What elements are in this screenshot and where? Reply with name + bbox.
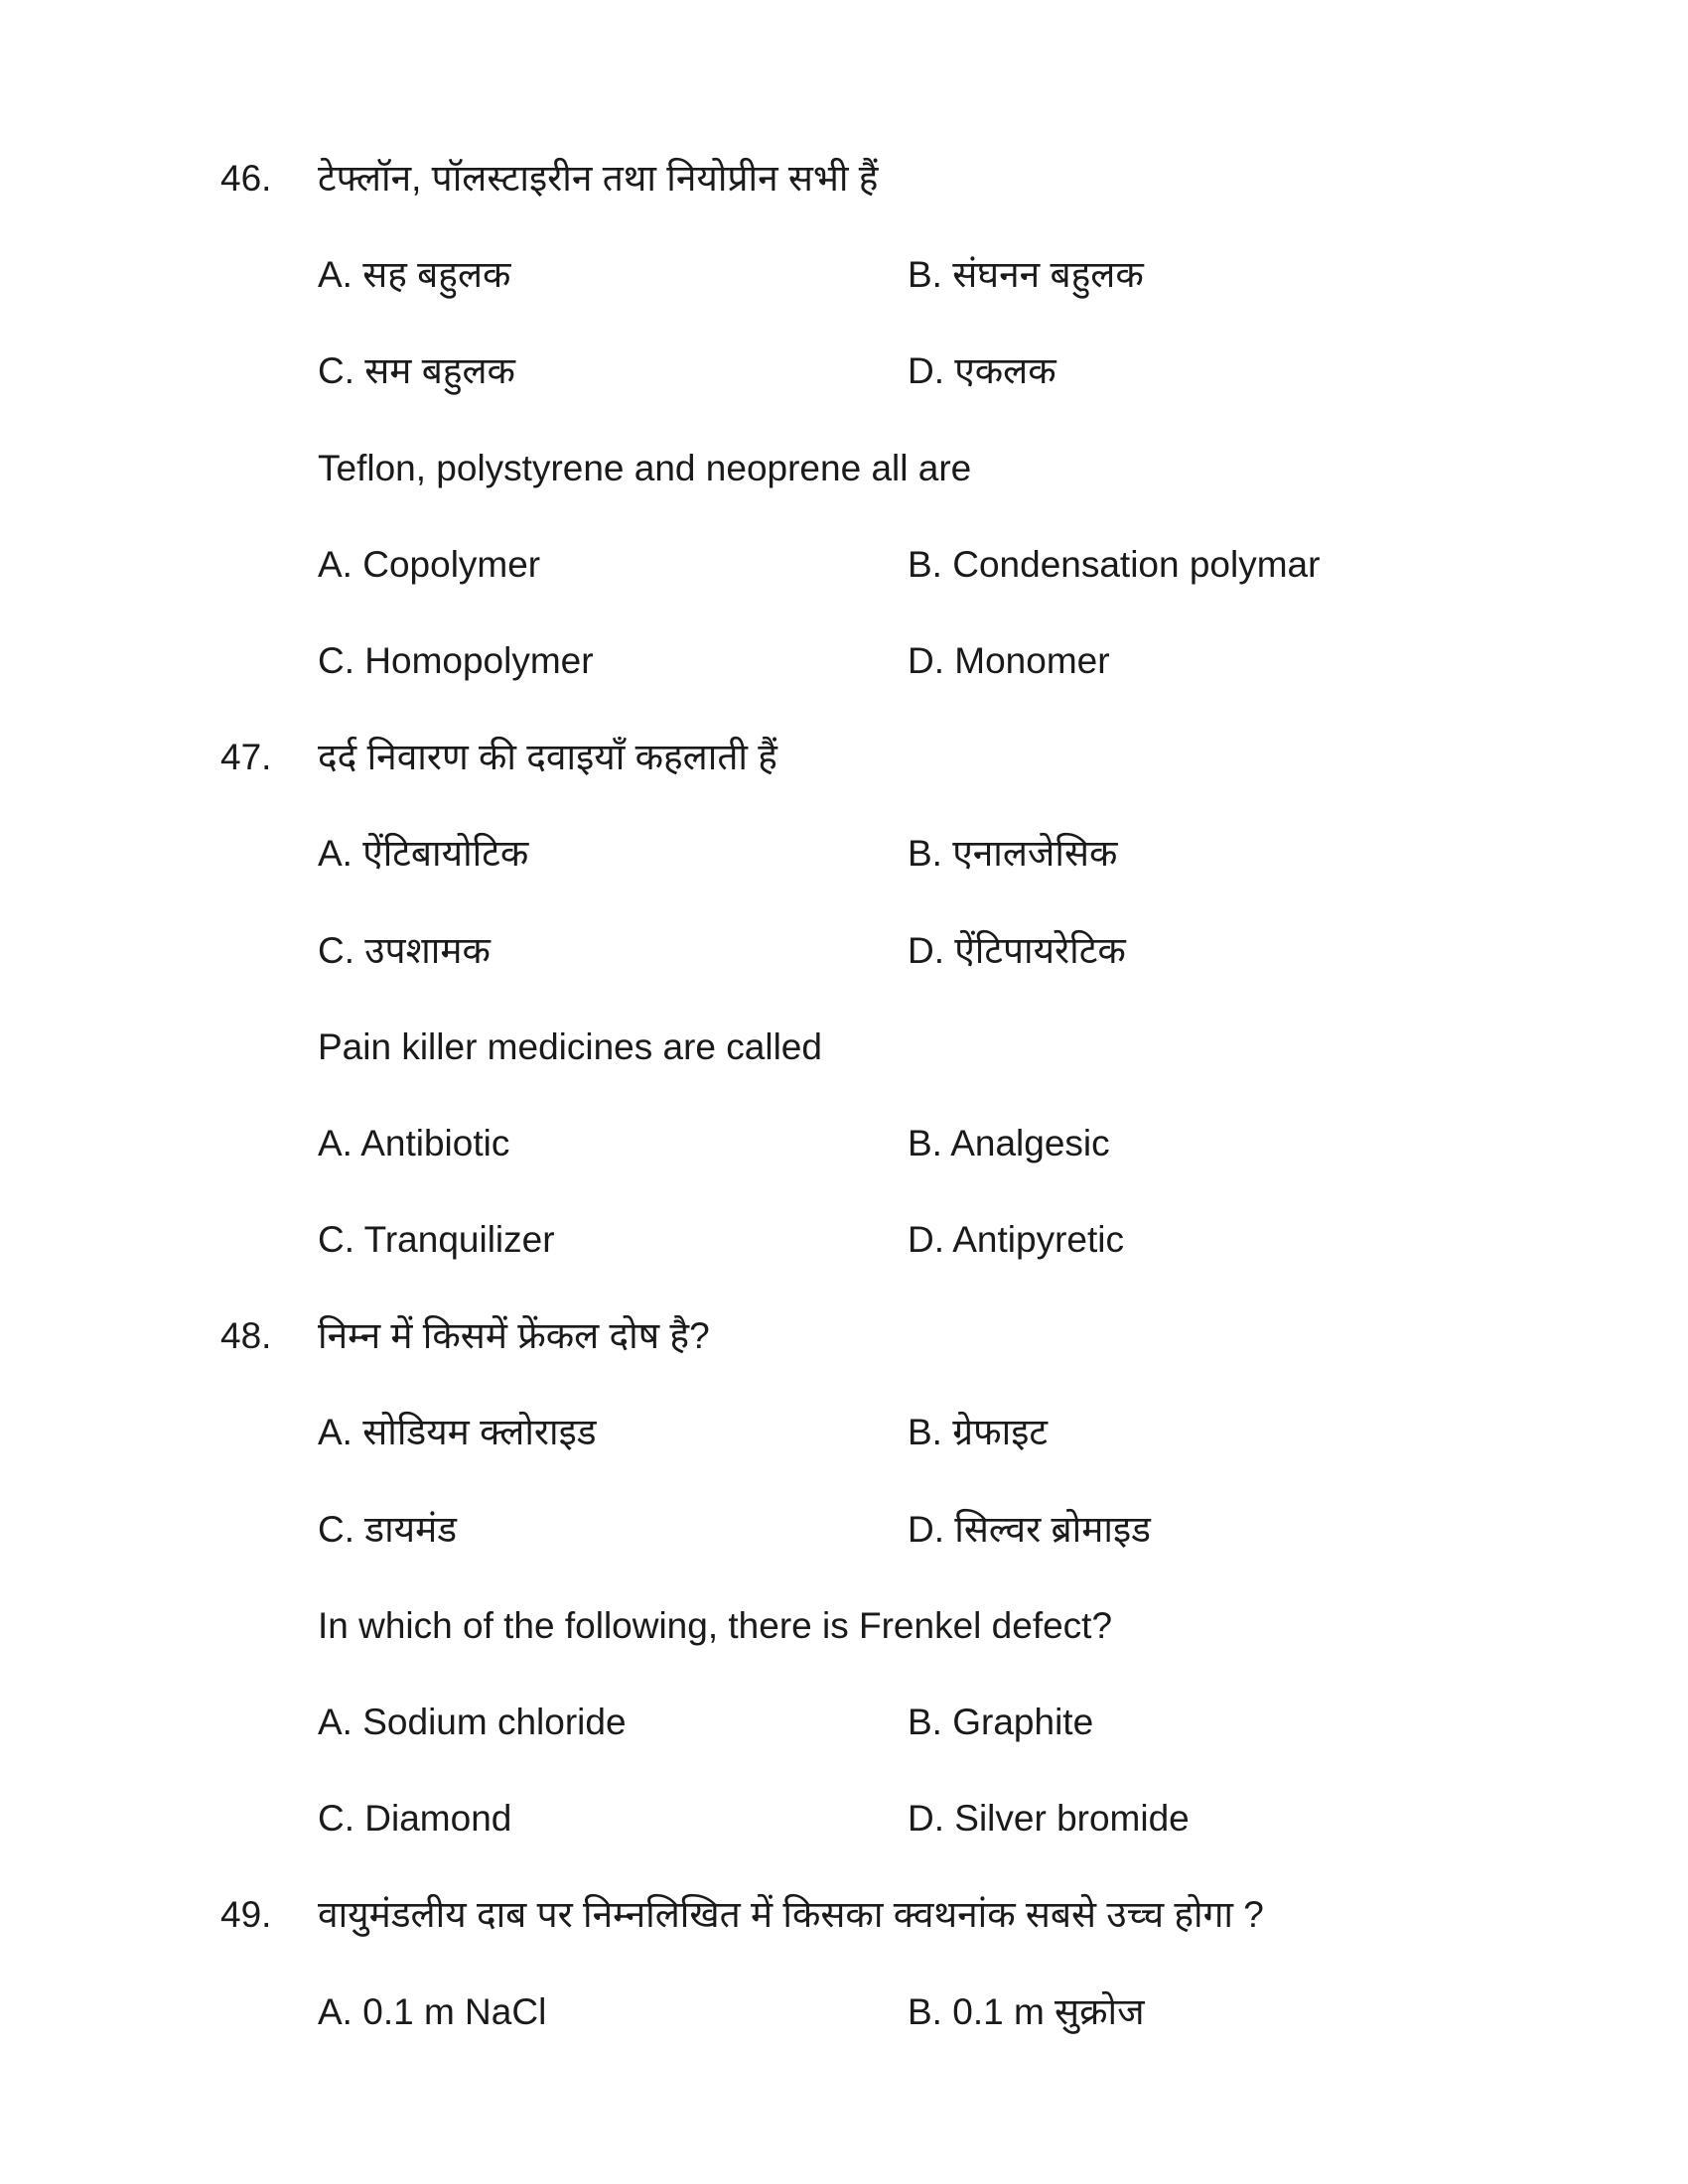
option-hindi: A. सोडियम क्लोराइड xyxy=(318,1412,597,1453)
option-hindi: A. 0.1 m NaCl xyxy=(318,1990,547,2032)
options-row xyxy=(0,902,1688,999)
option-english: C. Diamond xyxy=(318,1798,512,1840)
option-english: C. Homopolymer xyxy=(318,639,594,681)
question-page xyxy=(0,130,1688,2060)
option-english: B. Condensation polymar xyxy=(908,543,1321,585)
options-row xyxy=(0,1384,1688,1480)
option-english: C. Tranquilizer xyxy=(318,1219,555,1261)
option-hindi: B. ग्रेफाइट xyxy=(908,1412,1049,1453)
options-row xyxy=(0,226,1688,323)
question-stem-row xyxy=(0,999,1688,1095)
option-english: B. Analgesic xyxy=(908,1122,1110,1163)
options-row xyxy=(0,613,1688,709)
options-row xyxy=(0,1095,1688,1191)
question-text-hindi: दर्द निवारण की दवाइयाँ कहलाती हैं xyxy=(318,737,777,778)
question-number: 48. xyxy=(220,1315,272,1357)
option-english: D. Antipyretic xyxy=(908,1219,1124,1261)
option-hindi: A. ऐंटिबायोटिक xyxy=(318,833,529,875)
options-row xyxy=(0,516,1688,613)
option-hindi: C. डायमंड xyxy=(318,1508,458,1550)
options-row xyxy=(0,1674,1688,1770)
question-text-hindi: वायुमंडलीय दाब पर निम्नलिखित में किसका क्वथनांक सबसे उच्च होगा ? xyxy=(318,1894,1264,1936)
options-row xyxy=(0,1481,1688,1577)
option-hindi: A. सह बहुलक xyxy=(318,254,511,296)
question-stem-row xyxy=(0,1866,1688,1963)
question-stem-row xyxy=(0,1577,1688,1674)
option-english: A. Antibiotic xyxy=(318,1122,510,1163)
question-text-hindi: टेफ्लॉन, पॉलस्टाइरीन तथा नियोप्रीन सभी हैं xyxy=(318,158,879,199)
question-text-english: Teflon, polystyrene and neoprene all are xyxy=(318,447,972,488)
options-row xyxy=(0,1770,1688,1866)
question-number: 49. xyxy=(220,1894,272,1936)
option-english: A. Copolymer xyxy=(318,543,541,585)
option-hindi: B. एनालजेसिक xyxy=(908,833,1118,875)
option-english: B. Graphite xyxy=(908,1702,1094,1742)
option-hindi: C. उपशामक xyxy=(318,929,491,971)
question-stem-row xyxy=(0,130,1688,226)
option-hindi: D. सिल्वर ब्रोमाइड xyxy=(908,1508,1151,1550)
question-stem-row xyxy=(0,709,1688,805)
option-english: D. Silver bromide xyxy=(908,1798,1190,1840)
question-text-english: In which of the following, there is Frenkel defect? xyxy=(318,1604,1113,1646)
option-english: A. Sodium chloride xyxy=(318,1702,627,1742)
question-text-hindi: निम्न में किसमें फ्रेंकल दोष है? xyxy=(318,1315,710,1357)
option-hindi: D. ऐंटिपायरेटिक xyxy=(908,929,1126,971)
question-stem-row xyxy=(0,1288,1688,1384)
option-hindi: D. एकलक xyxy=(908,350,1056,392)
question-number: 46. xyxy=(220,158,272,199)
question-number: 47. xyxy=(220,737,272,778)
option-english: D. Monomer xyxy=(908,639,1110,681)
options-row xyxy=(0,323,1688,419)
option-hindi: B. संघनन बहुलक xyxy=(908,254,1144,296)
options-row xyxy=(0,805,1688,901)
option-hindi: B. 0.1 m सुक्रोज xyxy=(908,1990,1145,2032)
options-row xyxy=(0,1191,1688,1288)
question-stem-row xyxy=(0,420,1688,516)
options-row xyxy=(0,1964,1688,2060)
question-text-english: Pain killer medicines are called xyxy=(318,1025,822,1067)
option-hindi: C. सम बहुलक xyxy=(318,350,515,392)
